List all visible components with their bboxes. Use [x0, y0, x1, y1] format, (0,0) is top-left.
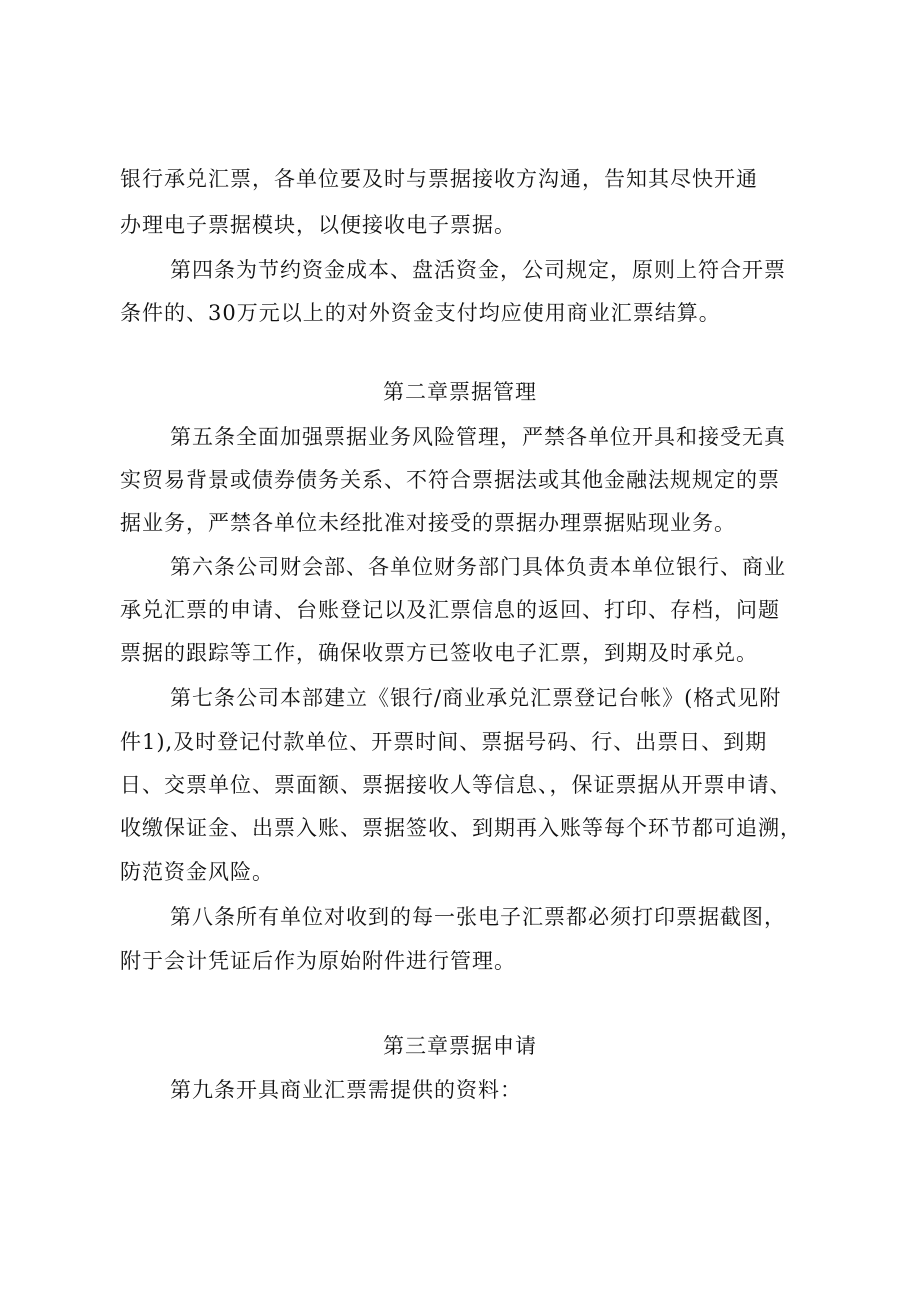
- article8-line-2: 附于会计凭证后作为原始附件进行管理。: [120, 949, 516, 973]
- article6-line-3: 票据的跟踪等工作，确保收票方已签收电子汇票，到期及时承兑。: [120, 641, 758, 665]
- chapter2-heading: 第二章票据管理: [383, 380, 537, 404]
- article4-line-1: 第四条为节约资金成本、盘活资金，公司规定，原则上符合开票: [170, 258, 786, 282]
- article7-line-5: 防范资金风险。: [120, 860, 274, 884]
- article9-line: 第九条开具商业汇票需提供的资料：: [170, 1078, 522, 1102]
- article5-line-1: 第五条全面加强票据业务风险管理，严禁各单位开具和接受无真: [170, 425, 786, 449]
- chapter3-heading: 第三章票据申请: [383, 1034, 537, 1058]
- intro-line-2: 办理电子票据模块，以便接收电子票据。: [120, 213, 516, 237]
- article4-line-2: 条件的、30万元以上的对外资金支付均应使用商业汇票结算。: [120, 301, 721, 325]
- article5-line-2: 实贸易背景或债券债务关系、不符合票据法或其他金融法规规定的票: [120, 468, 780, 492]
- article7-line-3: 日、交票单位、票面额、票据接收人等信息、，保证票据从开票申请、: [120, 773, 792, 797]
- article8-line-1: 第八条所有单位对收到的每一张电子汇票都必须打印票据截图，: [170, 905, 786, 929]
- article5-line-3: 据业务，严禁各单位未经批准对接受的票据办理票据贴现业务。: [120, 511, 736, 535]
- article7-line-1: 第七条公司本部建立《银行/商业承兑汇票登记台帐》(格式见附: [170, 686, 782, 710]
- article7-line-4: 收缴保证金、出票入账、票据签收、到期再入账等每个环节都可追溯，: [120, 816, 802, 840]
- article6-line-2: 承兑汇票的申请、台账登记以及汇票信息的返回、打印、存档，问题: [120, 598, 780, 622]
- article6-line-1: 第六条公司财会部、各单位财务部门具体负责本单位银行、商业: [170, 555, 786, 579]
- article7-line-2: 件1),及时登记付款单位、开票时间、票据号码、行、出票日、到期: [120, 730, 768, 754]
- intro-line-1: 银行承兑汇票，各单位要及时与票据接收方沟通，告知其尽快开通: [120, 167, 758, 191]
